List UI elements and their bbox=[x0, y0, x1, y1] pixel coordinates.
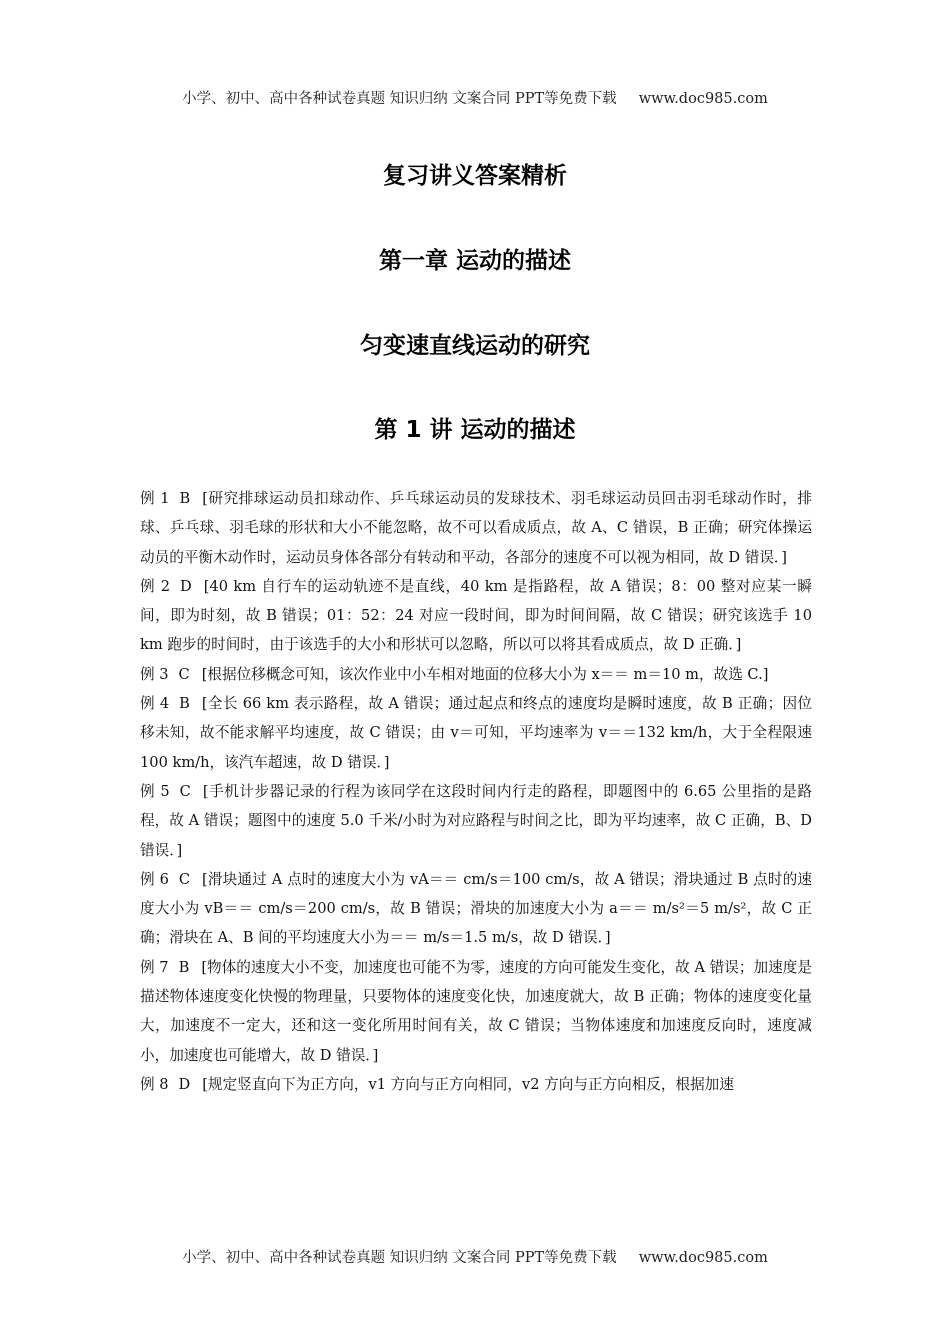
example-text: [40 km 自行车的运动轨迹不是直线，40 km 是指路程，故 A 错误；8：00 整对应某一瞬间，即为时刻，故 B 错误；01：52：24 对应一段时间，即为时间间隔，故 C 错误；研究该选手 10 km 跑步的时间时，由于该选手的大小和形状可以忽略，所以可以将其看成质点，故 D 正确．] bbox=[140, 577, 812, 654]
example-5 bbox=[140, 777, 812, 865]
main-title: 复习讲义答案精析 bbox=[383, 163, 567, 189]
example-answer: C bbox=[178, 870, 191, 888]
example-label: 例 4 bbox=[140, 695, 170, 713]
example-text: [根据位移概念可知，该次作业中小车相对地面的位移大小为 x＝＝ m＝10 m，故选 C.] bbox=[201, 665, 769, 683]
example-6 bbox=[140, 865, 812, 953]
example-answer: D bbox=[178, 1075, 191, 1093]
example-answer: C bbox=[179, 782, 191, 800]
example-text: [物体的速度大小不变，加速度也可能不为零，速度的方向可能发生变化，故 A 错误；加速度是描述物体速度变化快慢的物理量，只要物体的速度变化快，加速度就大，故 B 正确；物体的速度变化量大，加速度不一定大，还和这一变化所用时间有关，故 C 错误；当物体速度和加速度反向时，速度减小，加速度也可能增大，故 D 错误．] bbox=[140, 958, 812, 1064]
example-label: 例 5 bbox=[140, 782, 170, 800]
answer-content bbox=[140, 484, 812, 1099]
header-site: www.doc985.com bbox=[638, 91, 768, 107]
footer-text: 小学、初中、高中各种试卷真题 知识归纳 文案合同 PPT等免费下载 bbox=[182, 1250, 617, 1266]
example-text: [研究排球运动员扣球动作、乒乓球运动员的发球技术、羽毛球运动员回击羽毛球动作时，排球、乒乓球、羽毛球的形状和大小不能忽略，故不可以看成质点，故 A、C 错误，B 正确；研究体操运动员的平衡木动作时，运动员身体各部分有转动和平动，各部分的速度不可以视为相同，故 D 错误．] bbox=[140, 490, 812, 566]
example-answer: B bbox=[178, 958, 190, 976]
example-7 bbox=[140, 953, 812, 1070]
example-text: [规定竖直向下为正方向，v1 方向与正方向相同，v2 方向与正方向相反，根据加速 bbox=[202, 1075, 734, 1093]
example-label: 例 3 bbox=[140, 665, 169, 683]
lecture-title: 第 1 讲 运动的描述 bbox=[374, 417, 576, 443]
example-label: 例 6 bbox=[140, 870, 169, 888]
example-3 bbox=[140, 660, 812, 689]
example-label: 例 2 bbox=[140, 577, 171, 595]
example-2 bbox=[140, 572, 812, 660]
example-answer: B bbox=[179, 490, 191, 507]
example-1 bbox=[140, 484, 812, 572]
example-4 bbox=[140, 689, 812, 777]
example-8 bbox=[140, 1070, 812, 1099]
example-label: 例 1 bbox=[140, 490, 170, 507]
example-text: [滑块通过 A 点时的速度大小为 vA＝＝ cm/s＝100 cm/s，故 A 错误；滑块通过 B 点时的速度大小为 vB＝＝ cm/s＝200 cm/s，故 B 错误；滑块的加速度大小为 a＝＝ m/s²＝5 m/s²，故 C 正确；滑块在 A、B 间的平均速度大小为＝＝ m/s＝1.5 m/s，故 D 错误．] bbox=[140, 870, 812, 947]
header-text: 小学、初中、高中各种试卷真题 知识归纳 文案合同 PPT等免费下载 bbox=[182, 91, 617, 107]
page-footer bbox=[0, 1246, 950, 1267]
subchapter-title: 匀变速直线运动的研究 bbox=[360, 333, 590, 359]
example-answer: D bbox=[180, 577, 192, 595]
footer-site: www.doc985.com bbox=[638, 1250, 768, 1266]
example-text: [全长 66 km 表示路程，故 A 错误；通过起点和终点的速度均是瞬时速度，故 B 正确；因位移未知，故不能求解平均速度，故 C 错误；由 v＝可知，平均速率为 v＝＝132 km/h，大于全程限速 100 km/h，该汽车超速，故 D 错误．] bbox=[140, 695, 812, 771]
example-label: 例 7 bbox=[140, 958, 169, 976]
example-answer: C bbox=[178, 665, 190, 683]
chapter-title: 第一章 运动的描述 bbox=[378, 248, 571, 274]
example-text: [手机计步器记录的行程为该同学在这段时间内行走的路程，即题图中的 6.65 公里指的是路程，故 A 错误；题图中的速度 5.0 千米/小时为对应路程与时间之比，即为平均速率，故 C 正确，B、D 错误．] bbox=[140, 782, 812, 859]
page-header bbox=[0, 87, 950, 108]
example-answer: B bbox=[179, 695, 190, 713]
example-label: 例 8 bbox=[140, 1075, 169, 1093]
